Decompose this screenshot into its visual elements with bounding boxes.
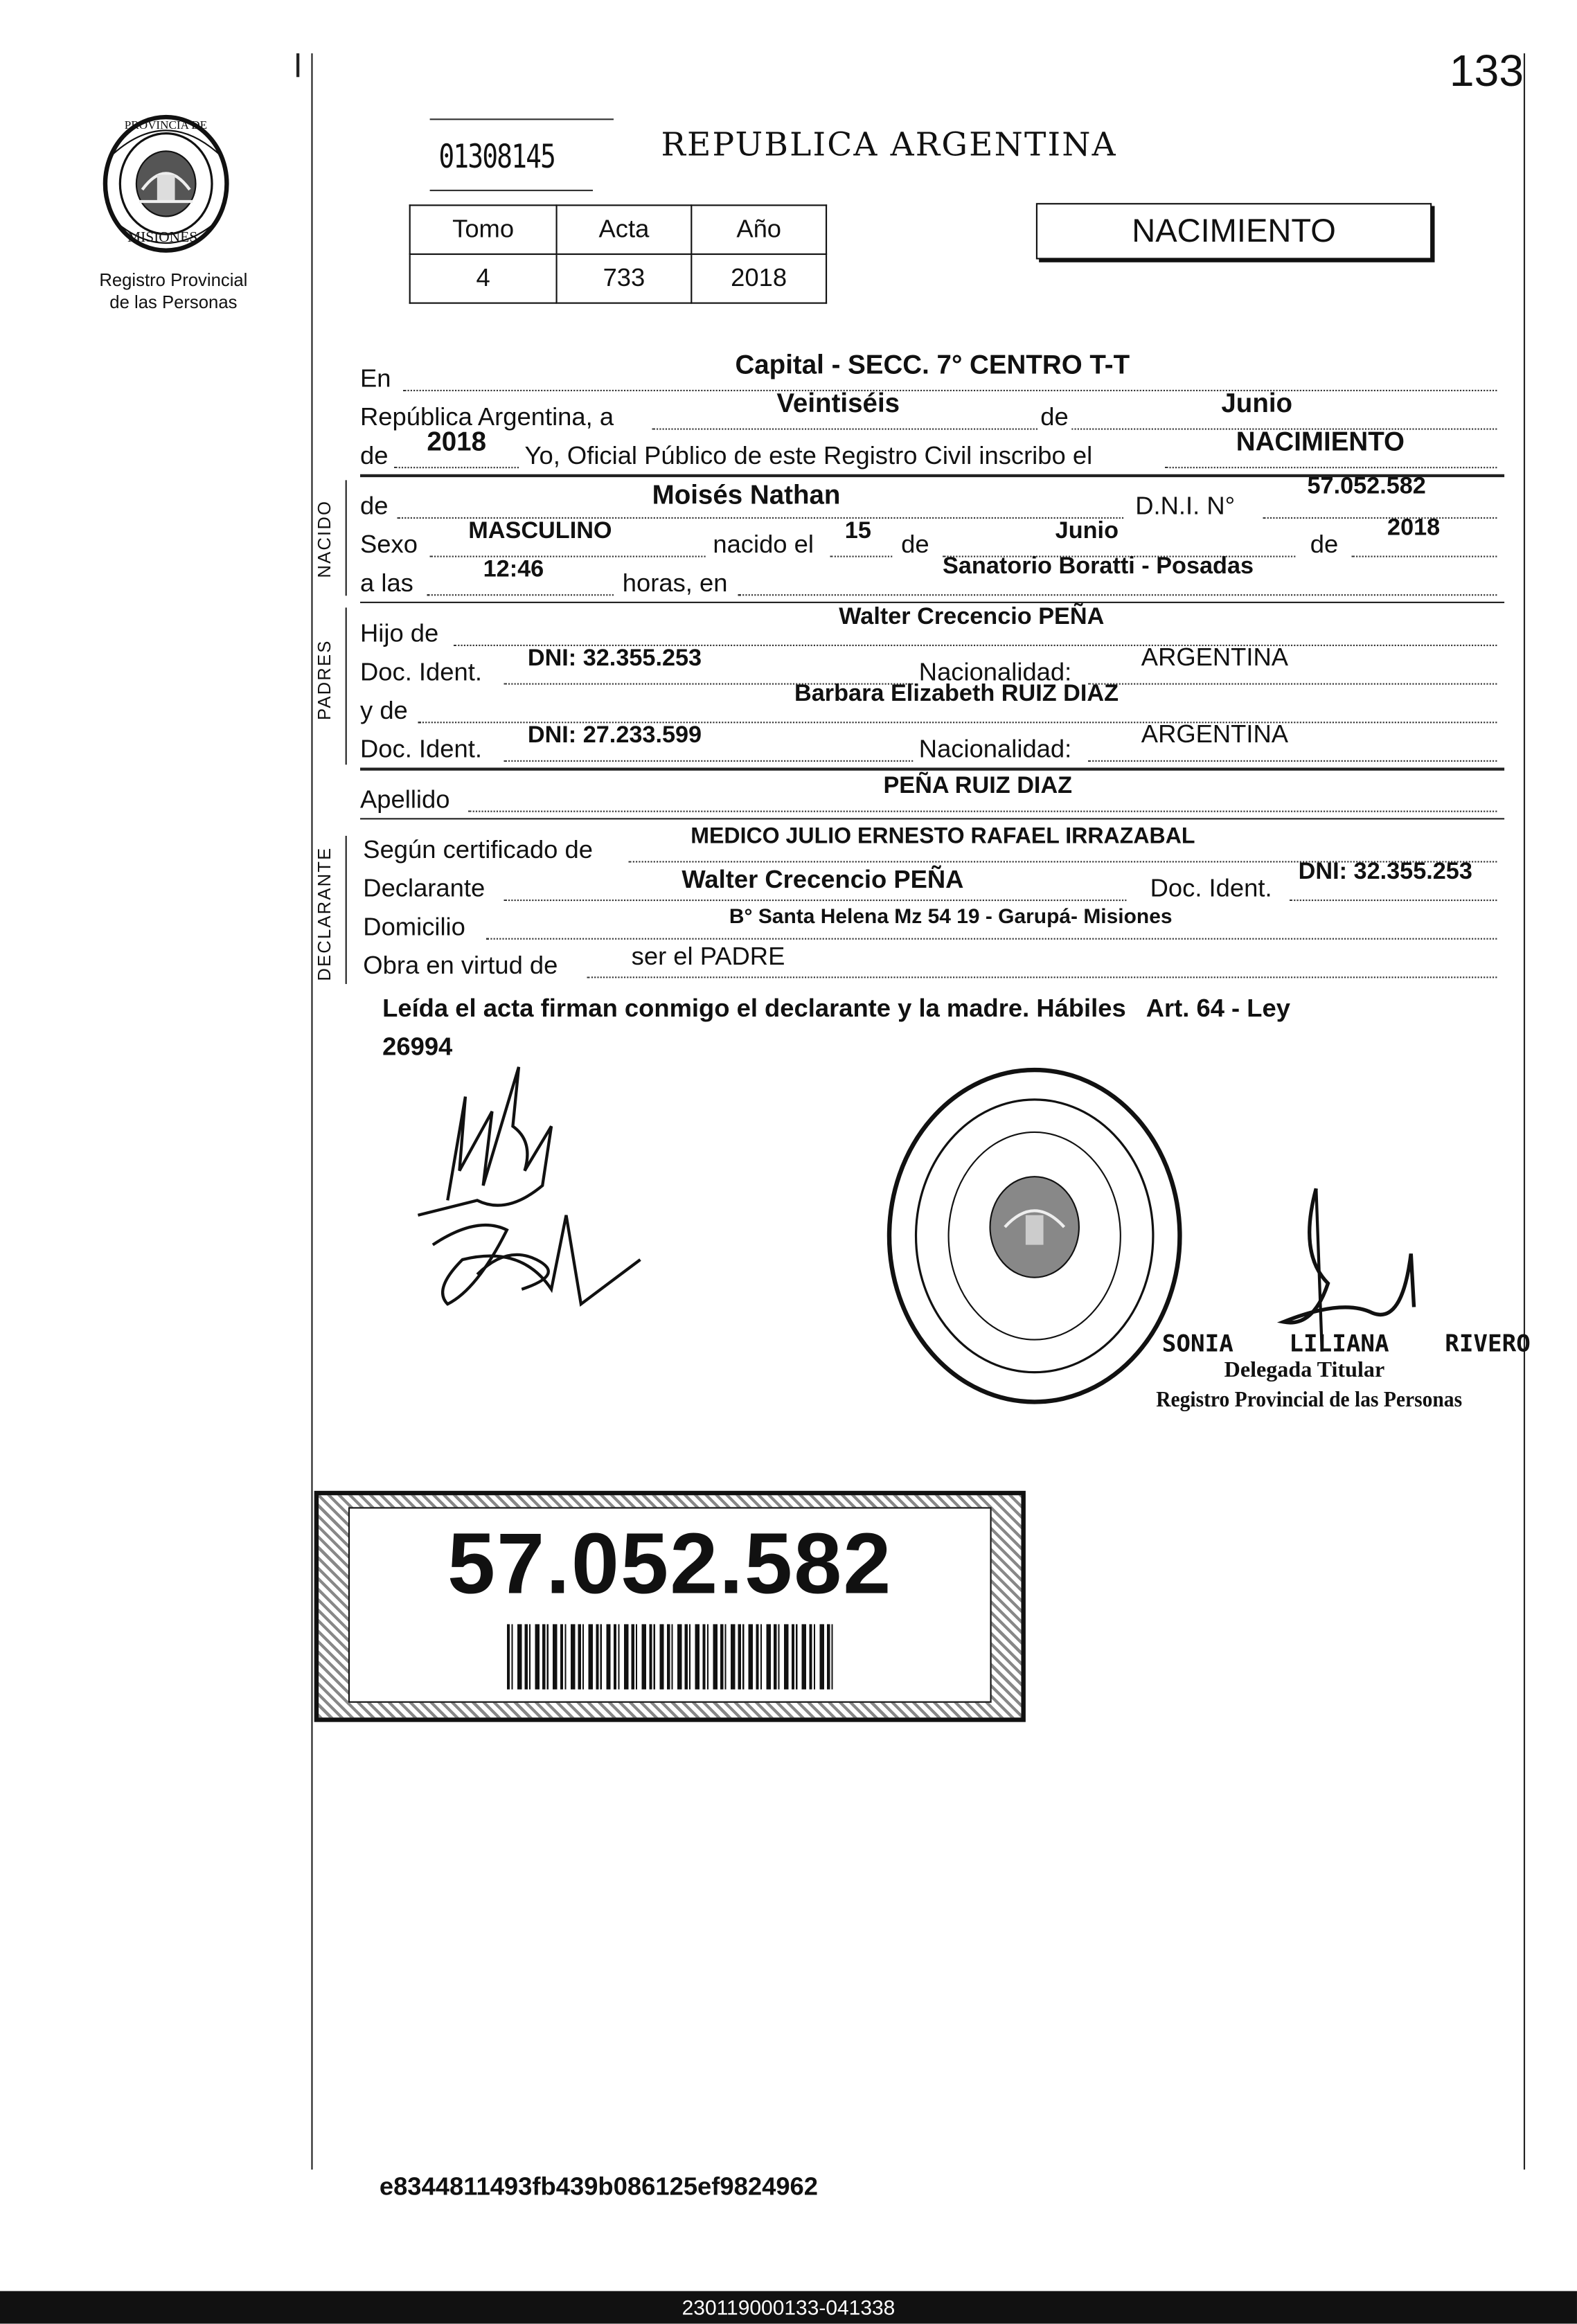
dni-label: D.N.I. N° (1135, 492, 1236, 521)
intro-day: Veintiséis (776, 388, 900, 418)
nacido-time: 12:46 (483, 557, 544, 583)
official-office: Registro Provincial de las Personas (1156, 1388, 1463, 1413)
mother-nationality: ARGENTINA (1141, 720, 1289, 749)
dots (738, 594, 1497, 596)
mother-doc-label: Doc. Ident. (360, 735, 482, 764)
declarante-doc: DNI: 32.355.253 (1298, 859, 1472, 885)
official-role: Delegada Titular (1224, 1359, 1385, 1383)
nacido-dni: 57.052.582 (1307, 474, 1426, 500)
nacido-sexo: MASCULINO (468, 519, 612, 544)
record-table (409, 204, 827, 303)
intro-year: 2018 (427, 427, 487, 457)
dots (1088, 683, 1497, 685)
apellido-label: Apellido (360, 785, 450, 814)
dots (1088, 760, 1497, 762)
right-margin-rule (1524, 53, 1525, 2170)
dni-label-box (314, 1491, 1026, 1722)
official-name: SONIA LILIANA RIVERO (1161, 1329, 1531, 1358)
y-de-label: y de (360, 696, 408, 725)
footer-code: 230119000133-041338 (681, 2295, 896, 2320)
mother-nac-label: Nacionalidad: (918, 735, 1072, 764)
cert-label: Según certificado de (363, 835, 594, 864)
section-rule (360, 768, 1504, 771)
declarant-signature (389, 1037, 655, 1334)
serial-underline-bottom (430, 190, 593, 191)
nacido-year: 2018 (1387, 515, 1441, 542)
a-las-label: a las (360, 569, 413, 598)
seal-text-bottom: MISIONES (127, 229, 198, 247)
section-bracket (346, 607, 347, 765)
dots (830, 556, 892, 557)
closing-text-line2: 26994 (382, 1033, 453, 1062)
declarante-name: Walter Crecencio PEÑA (681, 865, 964, 894)
registry-caption-line1: Registro Provincial (99, 269, 248, 291)
dots (1263, 517, 1497, 519)
header-tomo: Tomo (410, 205, 557, 254)
serial-underline-top (430, 118, 614, 120)
dots (394, 467, 519, 468)
left-margin-rule (311, 53, 312, 2170)
value-tomo: 4 (410, 254, 557, 303)
barcode (507, 1624, 836, 1689)
section-rule (360, 602, 1504, 603)
footer-band (0, 2291, 1577, 2323)
dots (1352, 556, 1497, 557)
nacido-day: 15 (844, 519, 871, 544)
country-label: República Argentina, a (360, 403, 614, 431)
declarante-doc-label: Doc. Ident. (1150, 874, 1272, 903)
dots (1165, 467, 1497, 468)
obra-label: Obra en virtud de (363, 951, 558, 980)
closing-text-line1: Leída el acta firman conmigo el declarante y la madre. Hábiles Art. 64 - Ley (382, 994, 1290, 1023)
seal-text-top: PROVINCIA DE (124, 118, 208, 132)
dots (587, 976, 1497, 978)
declarante-label: Declarante (363, 874, 485, 903)
father-nac-label: Nacionalidad: (918, 658, 1072, 686)
nacido-month: Junio (1055, 519, 1119, 544)
father-nationality: ARGENTINA (1141, 643, 1289, 672)
dots (468, 811, 1497, 812)
obra-value: ser el PADRE (631, 942, 785, 971)
en-label: En (360, 364, 391, 393)
nacido-de-label: de (360, 492, 389, 521)
side-label-padres: PADRES (314, 639, 335, 721)
serial-number: 01308145 (438, 139, 555, 177)
dots (486, 938, 1497, 940)
nacido-de2-label: de (1310, 530, 1339, 559)
record-type-box (1036, 203, 1432, 259)
record-type-text: NACIMIENTO (1132, 212, 1336, 249)
official-stamp (880, 1061, 1188, 1411)
apellido-value: PEÑA RUIZ DIAZ (883, 774, 1073, 799)
cert-value: MEDICO JULIO ERNESTO RAFAEL IRRAZABAL (691, 823, 1195, 850)
year-de-label: de (360, 441, 389, 470)
dots (430, 556, 706, 557)
section-bracket (346, 480, 347, 596)
value-acta: 733 (557, 254, 692, 303)
hijo-de-label: Hijo de (360, 619, 439, 648)
value-anio: 2018 (691, 254, 826, 303)
side-label-declarante: DECLARANTE (314, 846, 335, 981)
registry-caption-line2: de las Personas (109, 292, 238, 313)
side-label-nacido: NACIDO (314, 499, 335, 578)
page-number: 133 (1449, 47, 1524, 97)
domicilio-value: B° Santa Helena Mz 54 19 - Garupá- Misiones (729, 904, 1173, 928)
dots (427, 594, 614, 596)
margin-tick (296, 53, 299, 77)
dots (504, 760, 914, 762)
nacido-el-label: nacido el (713, 530, 814, 559)
country-title: REPUBLICA ARGENTINA (661, 127, 1117, 165)
father-doc-label: Doc. Ident. (360, 658, 482, 686)
dni-label-number: 57.052.582 (447, 1516, 893, 1613)
intro-sentence: Yo, Oficial Público de este Registro Civil inscribo el (524, 441, 1093, 470)
intro-act: NACIMIENTO (1236, 427, 1405, 457)
dots (1290, 900, 1497, 901)
dni-label-inner (348, 1507, 992, 1702)
nacido-place: Sanatorio Boratti - Posadas (943, 554, 1254, 580)
header-anio: Año (691, 205, 826, 254)
intro-place: Capital - SECC. 7° CENTRO T-T (735, 350, 1130, 379)
nacido-name: Moisés Nathan (652, 480, 841, 510)
mother-name: Barbara Elizabeth RUIZ DIAZ (794, 681, 1119, 707)
father-doc: DNI: 32.355.253 (527, 646, 702, 672)
domicilio-label: Domicilio (363, 913, 465, 941)
section-rule (360, 818, 1504, 819)
intro-de-label: de (1037, 403, 1071, 433)
mother-doc: DNI: 27.233.599 (527, 723, 702, 749)
section-bracket (346, 836, 347, 984)
father-name: Walter Crecencio PEÑA (839, 605, 1105, 630)
dots (504, 900, 1127, 901)
dots (403, 390, 1497, 391)
header-acta: Acta (557, 205, 692, 254)
nacido-de1-label: de (901, 530, 929, 559)
horas-label: horas, en (622, 569, 728, 598)
hash-code: e8344811493fb439b086125ef9824962 (379, 2172, 819, 2201)
sexo-label: Sexo (360, 530, 418, 559)
intro-month: Junio (1221, 388, 1293, 418)
